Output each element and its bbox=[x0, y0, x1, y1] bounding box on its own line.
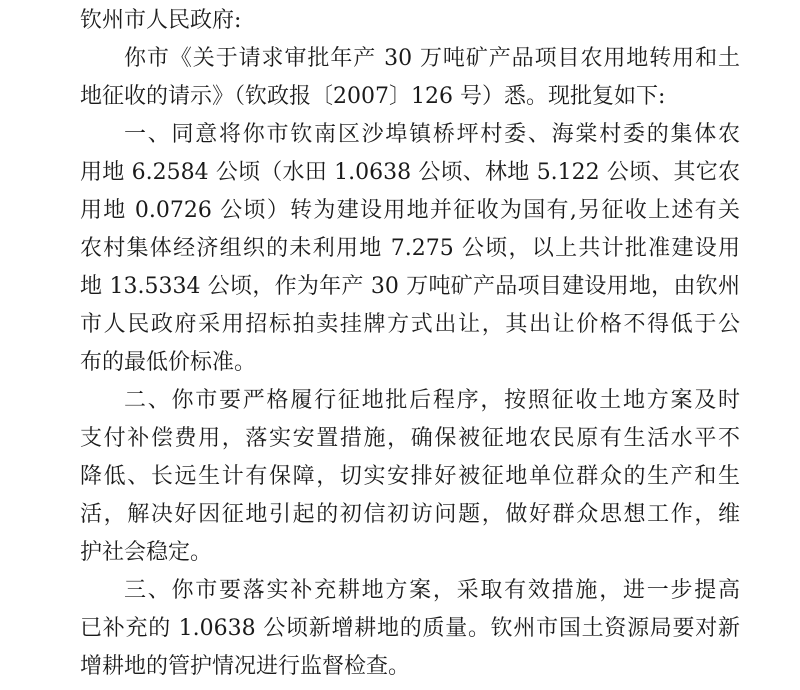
paragraph-land-procedures bbox=[80, 382, 740, 572]
paragraph-line: 三、你市要落实补充耕地方案，采取有效措施，进一步提高 bbox=[124, 578, 740, 603]
paragraph-line: 用地 0.0726 公顷）转为建设用地并征收为国有,另征收上述有关 bbox=[80, 198, 740, 223]
paragraph-line: 布的最低价标准。 bbox=[80, 350, 257, 375]
paragraph-line: 降低、长远生计有保障，切实安排好被征地单位群众的生产和生 bbox=[80, 464, 740, 489]
paragraph-line: 活，解决好因征地引起的初信初访问题，做好群众思想工作，维 bbox=[80, 502, 740, 527]
paragraph-line: 护社会稳定。 bbox=[80, 540, 213, 565]
paragraph-request-reference bbox=[80, 40, 740, 116]
paragraph-line: 地征收的请示》（钦政报〔2007〕126 号）悉。现批复如下: bbox=[80, 84, 666, 109]
paragraph-line: 增耕地的管护情况进行监督检查。 bbox=[80, 654, 411, 679]
paragraph-line: 一、同意将你市钦南区沙埠镇桥坪村委、海棠村委的集体农 bbox=[124, 122, 740, 147]
paragraph-line: 二、你市要严格履行征地批后程序，按照征收土地方案及时 bbox=[124, 388, 740, 413]
paragraph-line: 农村集体经济组织的未利用地 7.275 公顷，以上共计批准建设用 bbox=[80, 236, 740, 261]
paragraph-line: 你市《关于请求审批年产 30 万吨矿产品项目农用地转用和土 bbox=[124, 46, 740, 71]
paragraph-farmland-supplement bbox=[80, 572, 740, 686]
paragraph-line: 市人民政府采用招标拍卖挂牌方式出让，其出让价格不得低于公 bbox=[80, 312, 740, 337]
paragraph-line: 地 13.5334 公顷，作为年产 30 万吨矿产品项目建设用地，由钦州 bbox=[80, 274, 740, 299]
paragraph-line: 已补充的 1.0638 公顷新增耕地的质量。钦州市国土资源局要对新 bbox=[80, 616, 740, 641]
paragraph-line: 支付补偿费用，落实安置措施，确保被征地农民原有生活水平不 bbox=[80, 426, 740, 451]
paragraph-line: 用地 6.2584 公顷（水田 1.0638 公顷、林地 5.122 公顷、其它农 bbox=[80, 160, 740, 185]
paragraph-approval bbox=[80, 116, 740, 382]
salutation: 钦州市人民政府: bbox=[80, 8, 242, 33]
letter-body bbox=[80, 0, 740, 686]
